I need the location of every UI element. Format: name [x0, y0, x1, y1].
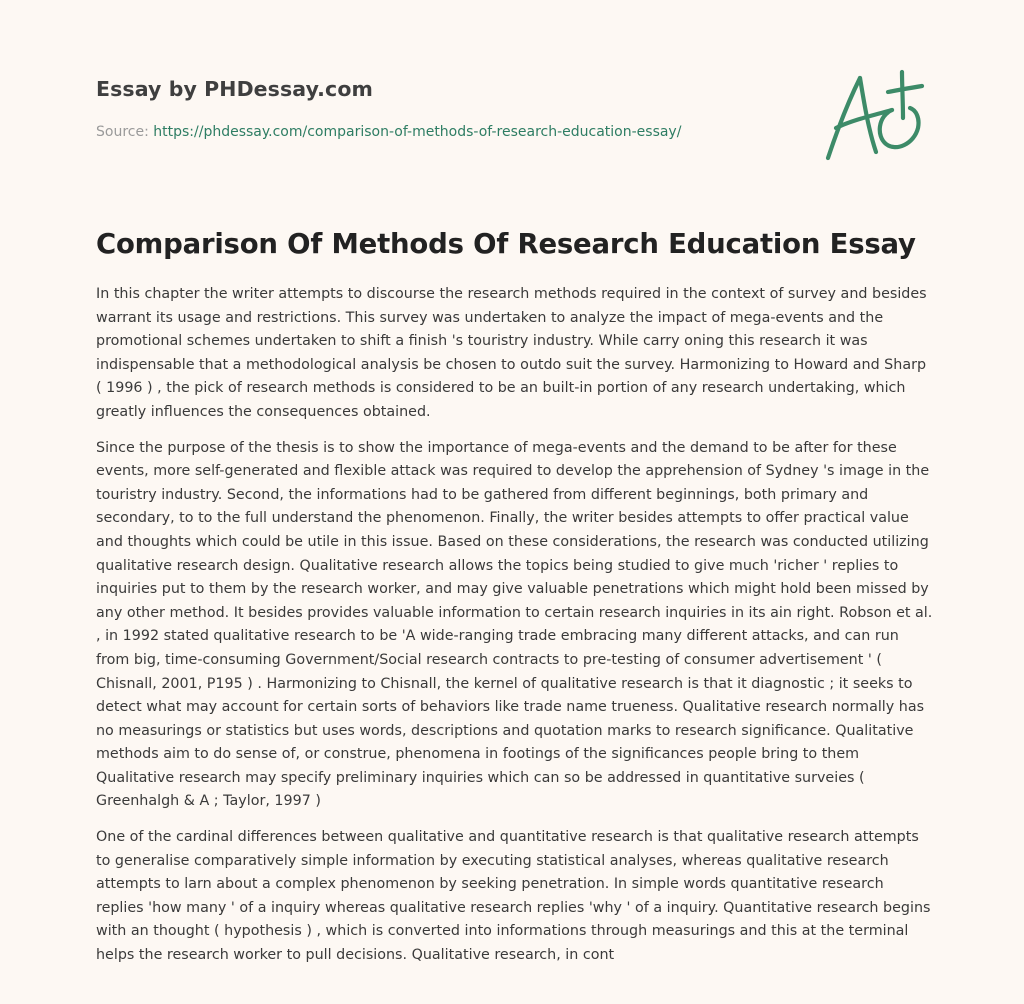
site-title: Essay by PHDessay.com: [96, 77, 373, 101]
article-body: [96, 283, 934, 980]
a-plus-logo-icon: [822, 66, 926, 166]
article-paragraph: In this chapter the writer attempts to discourse the research methods required in the context of survey and besides warrant its usage and restrictions. This survey was undertaken to analyze the impact of mega-events and the promotional schemes undertaken to shift a finish 's touristry industry. While carry oning this research it was indispensable that a methodological analysis be chosen to outdo suit the survey. Harmonizing to Howard and Sharp ( 1996 ) , the pick of research methods is considered to be an built-in portion of any research undertaking, which greatly influences the consequences obtained.: [96, 286, 927, 420]
source-label: Source:: [96, 124, 154, 140]
a-plus-logo: [822, 66, 926, 166]
source-line: [96, 121, 816, 143]
header: [96, 74, 816, 143]
article-paragraph: Since the purpose of the thesis is to show the importance of mega-events and the demand to be after for these events, more self-generated and flexible attack was required to develop the apprehension of Sydney 's image in the touristry industry. Second, the informations had to be gathered from different beginnings, both primary and secondary, to to the full understand the phenomenon. Finally, the writer besides attempts to offer practical value and thoughts which could be utile in this issue. Based on these considerations, the research was conducted utilizing qualitative research design. Qualitative research allows the topics being studied to give much 'richer ' replies to inquiries put to them by the research worker, and may give valuable penetrations which might hold been missed by any other method. It besides provides valuable information to certain research inquiries in its ain right. Robson et al. , in 1992 stated qualitative research to be 'A wide-ranging trade embracing many different attacks, and can run from big, time-consuming Government/Social research contracts to pre-testing of consumer advertisement ' ( Chisnall, 2001, P195 ) . Harmonizing to Chisnall, the kernel of qualitative research is that it diagnostic ; it seeks to detect what may account for certain sorts of behaviors like trade name trueness. Qualitative research normally has no measurings or statistics but uses words, descriptions and quotation marks to research significance. Qualitative methods aim to do sense of, or construe, phenomena in footings of the significances people bring to them Qualitative research may specify preliminary inquiries which can so be addressed in quantitative surveies ( Greenhalgh & A ; Taylor, 1997 ): [96, 439, 933, 810]
article-paragraph: One of the cardinal differences between qualitative and quantitative research is that qualitative research attempts to generalise comparatively simple information by executing statistical analyses, whereas qualitative research attempts to larn about a complex phenomenon by seeking penetration. In simple words quantitative research replies 'how many ' of a inquiry whereas qualitative research replies 'why ' of a inquiry. Quantitative research begins with an thought ( hypothesis ) , which is converted into informations through measurings and this at the terminal helps the research worker to pull decisions. Qualitative research, in cont: [96, 829, 931, 964]
source-link[interactable]: https://phdessay.com/comparison-of-methods-of-research-education-essay/: [153, 124, 682, 140]
article-title: Comparison Of Methods Of Research Education Essay: [96, 228, 916, 260]
